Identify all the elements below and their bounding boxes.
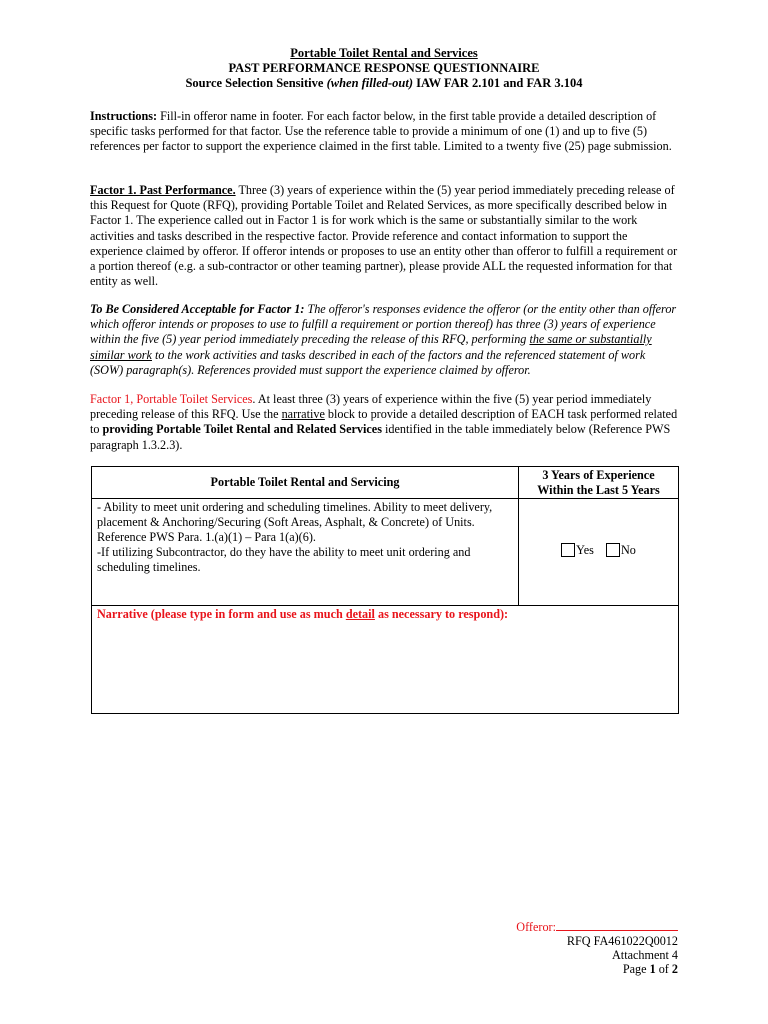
- sensitivity-prefix: Source Selection Sensitive: [185, 76, 327, 90]
- narrative-word: narrative: [281, 407, 325, 422]
- factor1-services-bold: providing Portable Toilet Rental and Related Services: [102, 422, 382, 437]
- rfq-number: RFQ FA461022Q0012: [566, 934, 678, 948]
- col2-header: [519, 467, 679, 499]
- attachment-label: Attachment 4: [612, 948, 678, 962]
- document-title: Portable Toilet Rental and Services: [290, 46, 478, 60]
- factor1-paragraph: [90, 183, 680, 289]
- yes-checkbox[interactable]: [561, 543, 575, 557]
- requirement-cell: [92, 499, 519, 606]
- page-prefix: Page: [622, 962, 650, 976]
- col2-header-line2: Within the Last 5 Years: [537, 483, 660, 497]
- no-option[interactable]: [606, 543, 636, 558]
- requirement-line1: - Ability to meet unit ordering and scheduling timelines. Ability to meet delivery, placement & Anchoring/Securing (Soft Areas, Asphalt, & Concrete) of Units. Reference PWS Para. 1.(a)(1) – Para 1(a)(6).: [97, 500, 493, 544]
- factor1-services-label: Factor 1, Portable Toilet Services: [90, 392, 253, 406]
- yes-option[interactable]: [561, 543, 594, 558]
- page-of: of: [655, 962, 672, 976]
- no-checkbox[interactable]: [606, 543, 620, 557]
- experience-table: [91, 466, 679, 714]
- offeror-footer: [516, 918, 678, 935]
- narrative-prompt-a: Narrative (please type in form and use as much: [97, 607, 346, 621]
- acceptable-text-b: to the work activities and tasks described in each of the factors and the referenced statement of work (SOW) paragraph(s). References provided must support the experience claimed by offeror.: [90, 347, 646, 377]
- page-total: 2: [671, 962, 678, 976]
- factor1-services-text-a: . At least three (3) years of experience within the five (5) year period immediately preceding release of this RFQ. Use the: [90, 392, 652, 422]
- experience-checkbox-cell: [519, 499, 679, 606]
- factor1-services-text-b: block to provide a detailed description of EACH task performed related to: [90, 407, 678, 437]
- narrative-prompt: [97, 607, 508, 621]
- narrative-cell[interactable]: [92, 606, 679, 714]
- factor1-label: Factor 1. Past Performance.: [90, 183, 236, 197]
- table-header-row: [92, 467, 679, 499]
- requirement-line2: -If utilizing Subcontractor, do they have the ability to meet unit ordering and scheduling timelines.: [97, 545, 471, 574]
- instructions-label: Instructions:: [90, 109, 158, 123]
- col2-header-line1: 3 Years of Experience: [542, 468, 655, 482]
- yes-label: Yes: [576, 542, 594, 557]
- narrative-row: [92, 606, 679, 714]
- factor1-services-text-c: identified in the table immediately below (Reference PWS paragraph 1.3.2.3).: [90, 422, 671, 452]
- offeror-label: Offeror:: [516, 920, 556, 934]
- page-number: [623, 962, 678, 977]
- instructions-text: Fill-in offeror name in footer. For each factor below, in the first table provide a detailed description of specific tasks performed for that factor. Use the reference table to provide a minimum of one (1) and up to five (5) references per factor to support the experience claimed in the first table. Limited to a twenty five (25) page submission.: [90, 109, 672, 154]
- acceptable-underlined: the same or substantially similar work: [90, 332, 652, 362]
- no-label: No: [620, 542, 636, 557]
- table-row: [92, 499, 679, 606]
- document-subtitle: PAST PERFORMANCE RESPONSE QUESTIONNAIRE: [228, 61, 540, 75]
- narrative-detail: detail: [345, 607, 375, 621]
- narrative-prompt-b: as necessary to respond):: [374, 607, 509, 621]
- sensitivity-line: [90, 76, 678, 91]
- acceptable-paragraph: [90, 302, 680, 378]
- offeror-name-field[interactable]: [556, 918, 678, 931]
- sensitivity-italic: (when filled-out): [326, 76, 414, 90]
- acceptable-text-a: The offeror's responses evidence the offeror (or the entity other than offeror which offeror intends or proposes to use to fulfill a requirement or portion thereof) has three (3) years of experience within the five (5) year period immediately preceding the release of this RFQ, performing: [90, 302, 677, 347]
- col1-header: Portable Toilet Rental and Servicing: [92, 467, 519, 499]
- factor1-text: Three (3) years of experience within the (5) year period immediately preceding release of this Request for Quote (RFQ), providing Portable Toilet and Related Services, as more specifically described below in Factor 1. The experience called out in Factor 1 is for work which is the same or substantially similar to the work activities and tasks described in the respective factor. Provide reference and contact information to support the experience claimed by offeror. If offeror intends or proposes to use an entity other than offeror to fulfill a requirement or a portion thereof (e.g. a sub-contractor or other teaming partner), please provide ALL the requested information for that entity as well.: [90, 183, 678, 289]
- instructions-paragraph: [90, 109, 680, 155]
- acceptable-label: To Be Considered Acceptable for Factor 1:: [90, 302, 305, 316]
- factor1-services-paragraph: [90, 392, 680, 453]
- sensitivity-suffix: IAW FAR 2.101 and FAR 3.104: [413, 76, 583, 90]
- page-current: 1: [649, 962, 656, 976]
